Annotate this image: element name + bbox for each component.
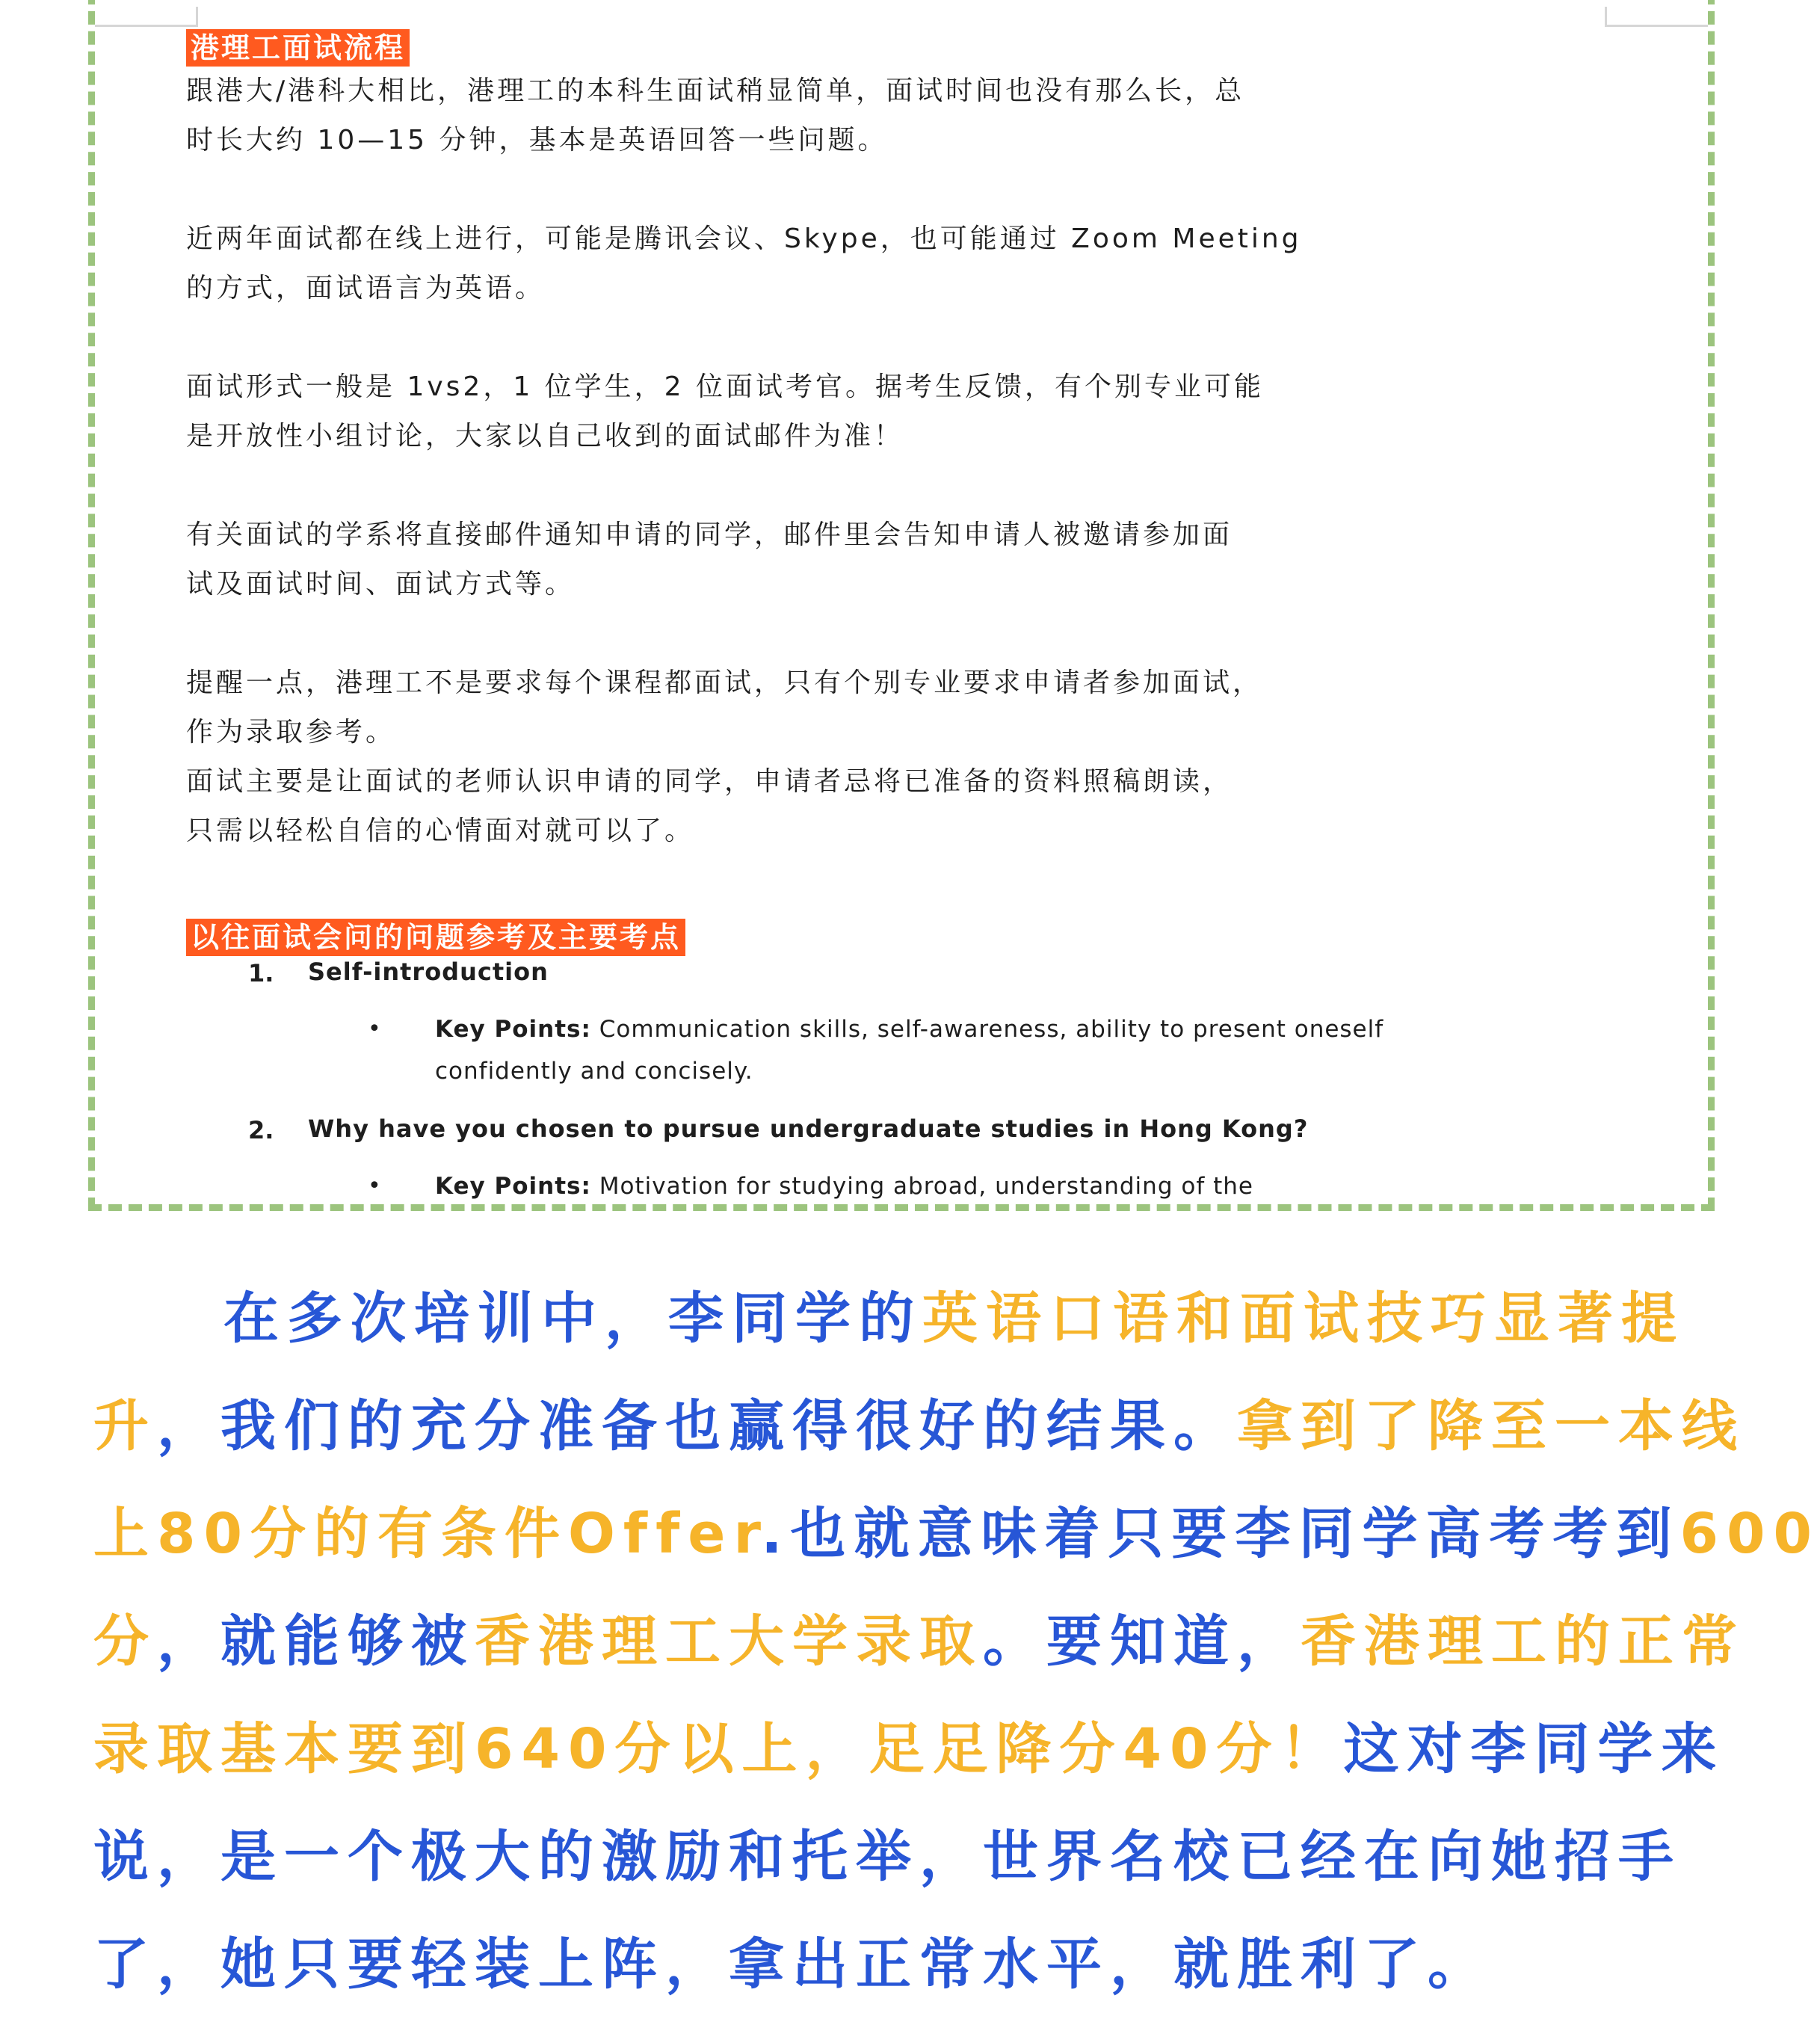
document-frame (88, 0, 1715, 1211)
question-number: 2. (248, 1116, 274, 1144)
question-text: Self-introduction (308, 958, 549, 986)
bullet-icon: • (368, 1173, 381, 1199)
heading-interview-process: 港理工面试流程 (186, 29, 410, 67)
paragraph-3: 面试形式一般是 1vs2，1 位学生，2 位面试考官。据考生反馈，有个别专业可能 是开放性小组讨论，大家以自己收到的面试邮件为准！ (186, 372, 1265, 451)
paragraph-1: 跟港大/港科大相比，港理工的本科生面试稍显简单，面试时间也没有那么长，总 时长大约 10—15 分钟，基本是英语回答一些问题。 (186, 75, 1245, 155)
key-points: Key Points: Motivation for studying abroad, understanding of the (435, 1173, 1253, 1200)
paragraph-4: 有关面试的学系将直接邮件通知申请的同学，邮件里会告知申请人被邀请参加面 试及面试时间、面试方式等。 (186, 520, 1233, 600)
paragraph-2: 近两年面试都在线上进行，可能是腾讯会议、Skype，也可能通过 Zoom Meeting 的方式，面试语言为英语。 (186, 224, 1302, 303)
story-paragraph: 在多次培训中，李同学的英语口语和面试技巧显著提 升，我们的充分准备也赢得很好的结果。拿到了降至一本线 上80分的有条件Offer.也就意味着只要李同学高考考到600 分，就能够被香港理工大学录取。要知道，香港理工的正常 录取基本要到640分以上，足足降分40分！这对李同学来 说，是一个极大的激励和托举，世界名校已经在向她招手 了，她只要轻装上阵，拿出正常水平，就胜利了。 (93, 1286, 1820, 1997)
question-number: 1. (248, 959, 274, 987)
heading-past-questions: 以往面试会问的问题参考及主要考点 (186, 919, 685, 956)
document-snapshot (95, 0, 1708, 1204)
question-text: Why have you chosen to pursue undergraduate studies in Hong Kong? (308, 1115, 1309, 1143)
paragraph-5: 提醒一点，港理工不是要求每个课程都面试，只有个别专业要求申请者参加面试， 作为录取参考。 面试主要是让面试的老师认识申请的同学，申请者忌将已准备的资料照稿朗读， 只需以轻松自信的心情面对就可以了。 (186, 668, 1263, 846)
bullet-icon: • (368, 1016, 381, 1042)
key-points: Key Points: Communication skills, self-awareness, ability to present oneself confidently and concisely. (435, 1016, 1384, 1085)
